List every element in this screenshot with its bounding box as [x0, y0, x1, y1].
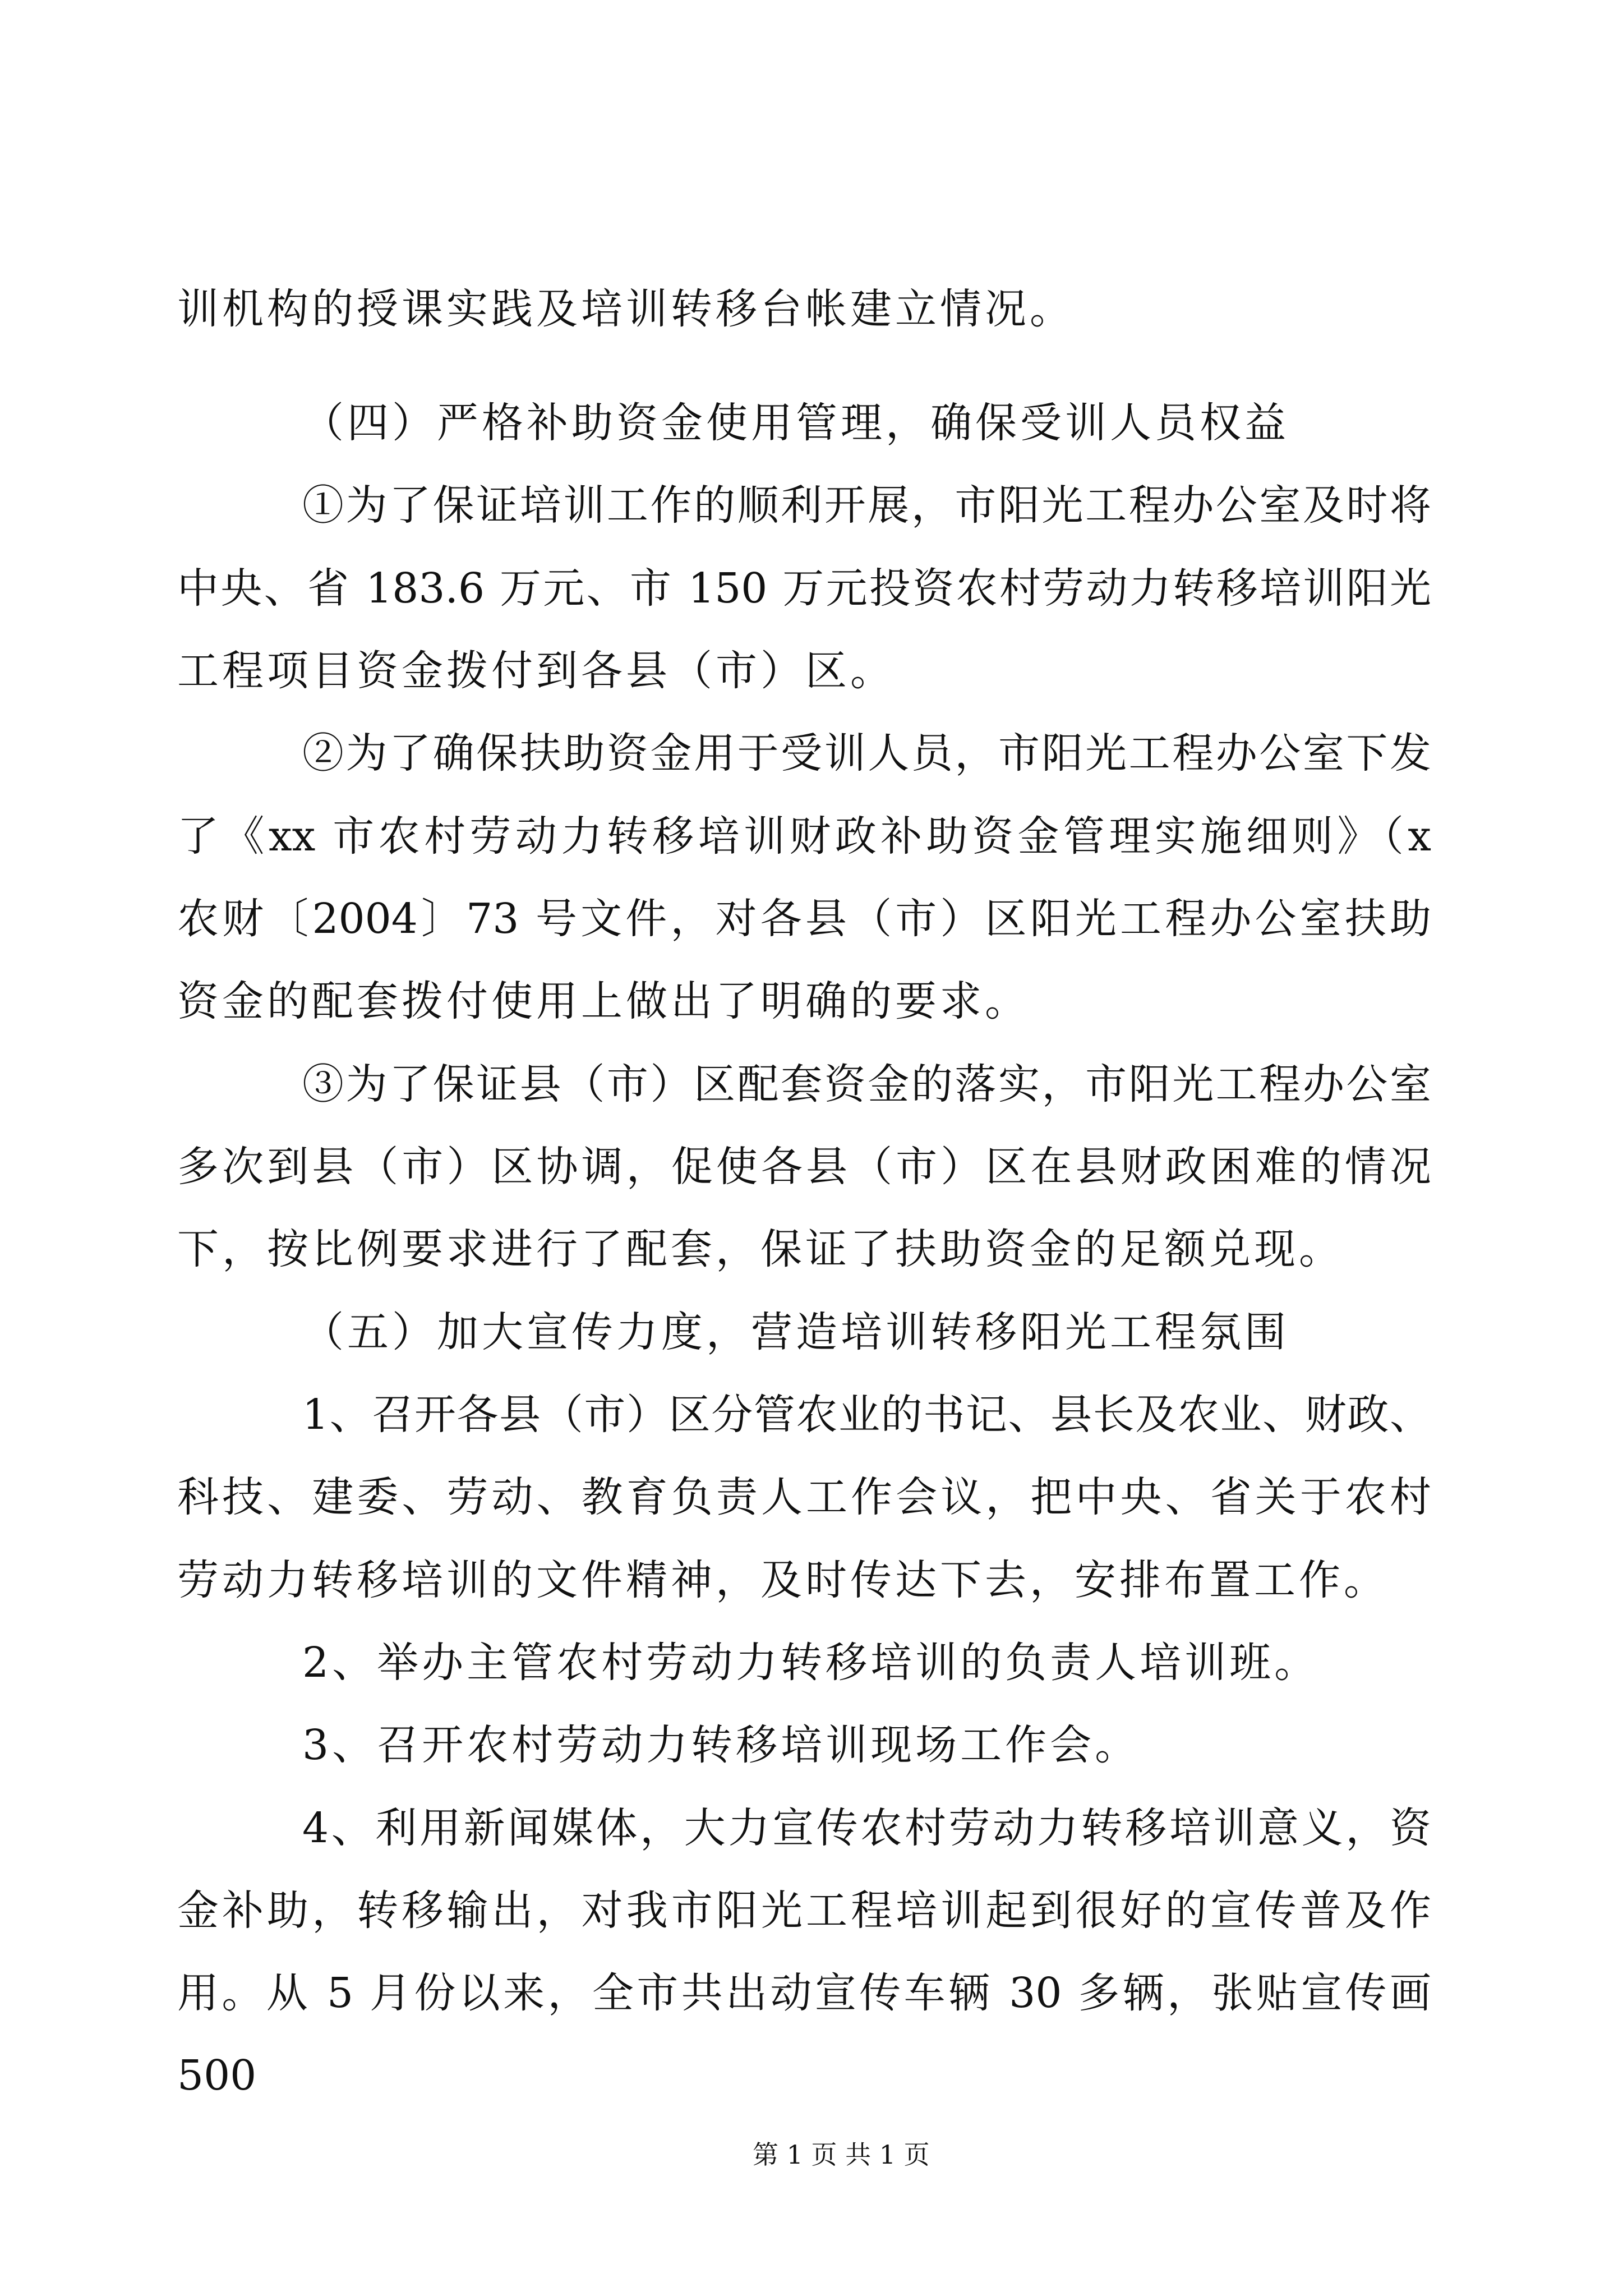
paragraph-line: ③为了保证县（市）区配套资金的落实，市阳光工程办公室 — [302, 1060, 1431, 1108]
paragraph-line: ②为了确保扶助资金用于受训人员，市阳光工程办公室下发 — [302, 729, 1431, 777]
paragraph-line: 4、利用新闻媒体，大力宣传农村劳动力转移培训意义，资 — [302, 1804, 1431, 1852]
paragraph-line: 中央、省 183.6 万元、市 150 万元投资农村劳动力转移培训阳光 — [177, 564, 1431, 613]
paragraph-line: 农财〔2004〕73 号文件，对各县（市）区阳光工程办公室扶助 — [177, 895, 1431, 943]
paragraph-line: 3、召开农村劳动力转移培训现场工作会。 — [302, 1721, 1140, 1769]
paragraph-line: 金补助，转移输出，对我市阳光工程培训起到很好的宣传普及作 — [177, 1887, 1431, 1935]
continued-text-line: 训机构的授课实践及培训转移台帐建立情况。 — [177, 285, 1075, 333]
paragraph-line: 劳动力转移培训的文件精神，及时传达下去，安排布置工作。 — [177, 1556, 1389, 1604]
paragraph-line: 多次到县（市）区协调，促使各县（市）区在县财政困难的情况 — [177, 1143, 1431, 1191]
paragraph-line: 1、召开各县（市）区分管农业的书记、县长及农业、财政、 — [302, 1391, 1431, 1439]
paragraph-line: ①为了保证培训工作的顺利开展，市阳光工程办公室及时将 — [302, 481, 1431, 530]
section-heading-4: （四）严格补助资金使用管理，确保受训人员权益 — [302, 399, 1289, 447]
paragraph-line: 工程项目资金拨付到各县（市）区。 — [177, 647, 895, 695]
section-heading-5: （五）加大宣传力度，营造培训转移阳光工程氛围 — [302, 1308, 1289, 1356]
paragraph-line: 科技、建委、劳动、教育负责人工作会议，把中央、省关于农村 — [177, 1473, 1431, 1521]
paragraph-line: 2、举办主管农村劳动力转移培训的负责人培训班。 — [302, 1639, 1320, 1687]
paragraph-line: 用。从 5 月份以来，全市共出动宣传车辆 30 多辆，张贴宣传画 500 — [177, 1969, 1431, 2100]
paragraph-line: 了《xx 市农村劳动力转移培训财政补助资金管理实施细则》（x — [177, 812, 1431, 861]
page-footer: 第 1 页 共 1 页 — [753, 2139, 930, 2170]
paragraph-line: 下，按比例要求进行了配套，保证了扶助资金的足额兑现。 — [177, 1225, 1344, 1273]
paragraph-line: 资金的配套拨付使用上做出了明确的要求。 — [177, 977, 1030, 1025]
